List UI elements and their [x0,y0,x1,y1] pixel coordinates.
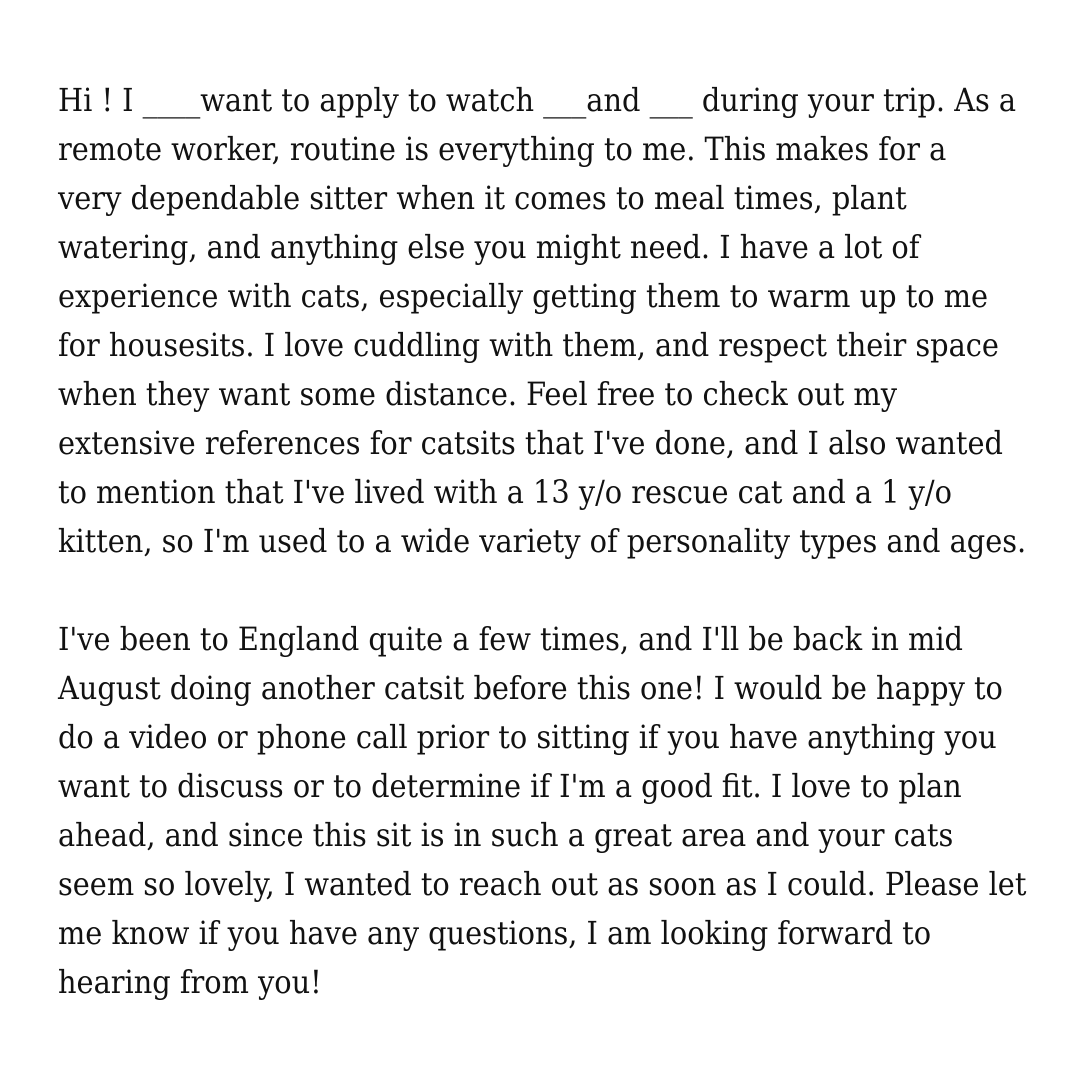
letter-body [58,76,1033,1007]
text-line: to mention that I've lived with a 13 y/o rescue cat and a 1 y/o [58,473,952,511]
paragraph-1 [58,76,1033,566]
text-line: watering, and anything else you might need. I have a lot of [58,228,920,266]
text-line: August doing another catsit before this one! I would be happy to [58,669,1003,707]
text-line: ahead, and since this sit is in such a great area and your cats [58,816,954,854]
text-line: Hi ! I ____want to apply to watch ___and ___ during your trip. As a [58,81,1017,119]
text-line: experience with cats, especially getting them to warm up to me [58,277,989,315]
text-line: extensive references for catsits that I've done, and I also wanted [58,424,1003,462]
text-line: very dependable sitter when it comes to meal times, plant [58,179,907,217]
text-line: I've been to England quite a few times, and I'll be back in mid [58,620,963,658]
text-line: for housesits. I love cuddling with them, and respect their space [58,326,999,364]
text-line: seem so lovely, I wanted to reach out as soon as I could. Please let [58,865,1027,903]
text-line: remote worker, routine is everything to me. This makes for a [58,130,947,168]
text-line: do a video or phone call prior to sitting if you have anything you [58,718,997,756]
text-line: hearing from you! [58,963,322,1001]
text-line: want to discuss or to determine if I'm a good fit. I love to plan [58,767,962,805]
paragraph-2 [58,615,1033,1007]
text-line: when they want some distance. Feel free to check out my [58,375,897,413]
text-line: kitten, so I'm used to a wide variety of personality types and ages. [58,522,1027,560]
text-line: me know if you have any questions, I am looking forward to [58,914,932,952]
